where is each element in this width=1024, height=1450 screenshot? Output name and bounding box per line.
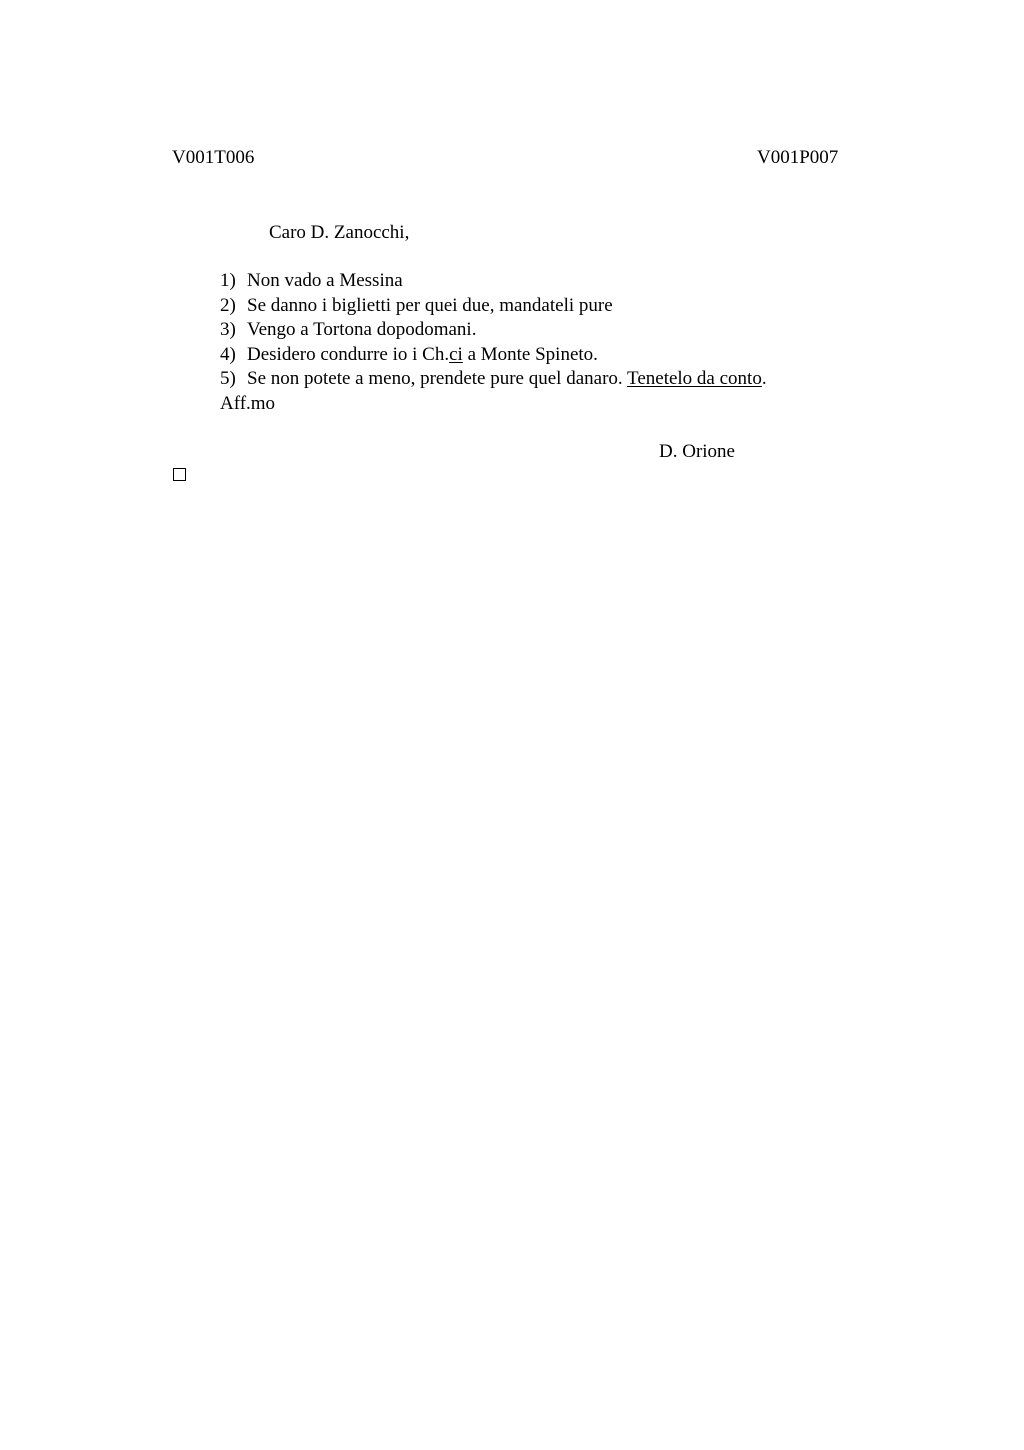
- item-text: Desidero condurre io i Ch.: [247, 343, 450, 365]
- document-code-right: V001P007: [757, 147, 839, 168]
- list-item: [220, 367, 767, 392]
- item-number: 2): [220, 294, 236, 316]
- letter-closing: Aff.mo: [220, 393, 276, 414]
- letter-greeting: Caro D. Zanocchi,: [269, 222, 410, 243]
- item-number: 4): [220, 343, 236, 365]
- item-text: a Monte Spineto.: [462, 343, 598, 365]
- item-text: Non vado a Messina: [247, 270, 403, 291]
- item-number: 3): [220, 319, 236, 340]
- item-text: Vengo a Tortona dopodomani.: [247, 319, 477, 340]
- list-item: [220, 343, 767, 368]
- list-item: [220, 294, 767, 319]
- item-text-underlined: ci: [449, 343, 463, 365]
- empty-square-icon: [173, 468, 186, 481]
- document-code-left: V001T006: [172, 147, 255, 168]
- item-text: Se non potete a meno, prendete pure quel danaro.: [247, 368, 628, 389]
- item-text: Se danno i biglietti per quei due, mandateli pure: [247, 294, 613, 316]
- item-number: 5): [220, 368, 236, 389]
- item-number: 1): [220, 270, 236, 291]
- list-item: [220, 269, 767, 294]
- item-text-underlined: Tenetelo da conto: [627, 368, 762, 389]
- item-text: .: [761, 368, 767, 389]
- letter-item-list: [220, 269, 767, 392]
- list-item: [220, 318, 767, 343]
- letter-signature: D. Orione: [659, 441, 735, 462]
